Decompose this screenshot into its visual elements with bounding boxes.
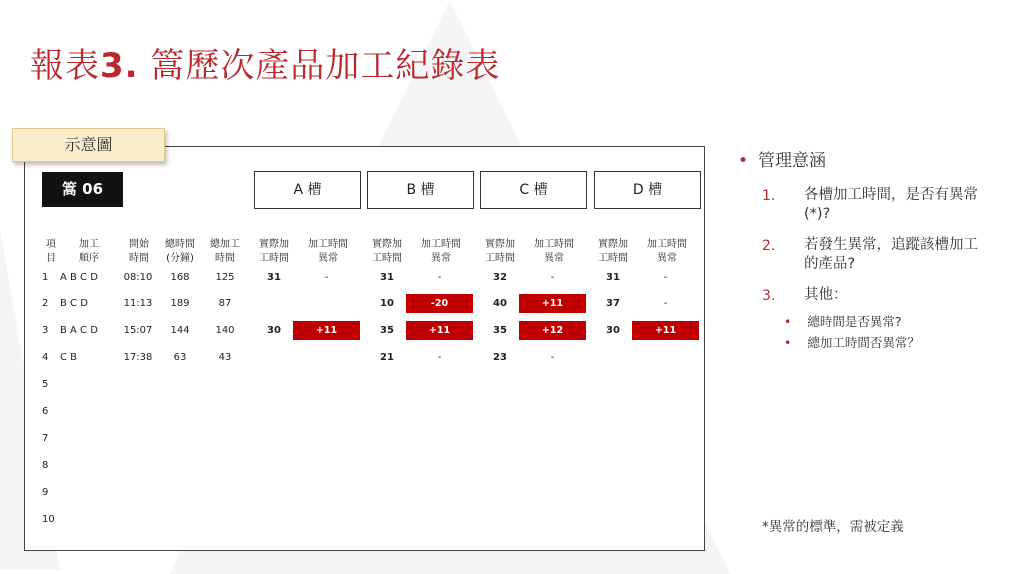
row-total-time: 168 xyxy=(170,272,190,283)
row-number: 6 xyxy=(42,406,49,417)
row-number: 4 xyxy=(42,352,49,363)
row-number: 5 xyxy=(42,379,49,390)
abnormal-value: - xyxy=(437,352,442,363)
actual-time-value: 37 xyxy=(606,298,620,309)
actual-time-value: 30 xyxy=(606,325,620,336)
note-subitem: • 總時間是否異常? xyxy=(784,314,902,329)
tank-a-header: A 槽 xyxy=(254,171,361,209)
col-header-proc: 總加工 時間 xyxy=(210,239,240,264)
col-header-seq: 加工 順序 xyxy=(79,239,99,264)
actual-time-value: 35 xyxy=(493,325,507,336)
row-sequence: B C D xyxy=(60,298,88,309)
col-header-abnormal: 加工時間 異常 xyxy=(647,239,687,264)
abnormal-badge: +11 xyxy=(519,294,586,313)
note-number: 1. xyxy=(762,188,776,204)
row-sequence: C B xyxy=(60,352,78,363)
actual-time-value: 40 xyxy=(493,298,507,309)
row-number: 2 xyxy=(42,298,49,309)
footnote: *異常的標準，需被定義 xyxy=(762,519,904,535)
row-start-time: 17:38 xyxy=(123,352,153,363)
abnormal-value: - xyxy=(550,272,555,283)
abnormal-badge: +11 xyxy=(406,321,473,340)
abnormal-value: - xyxy=(663,272,668,283)
row-total-time: 63 xyxy=(173,352,187,363)
row-number: 9 xyxy=(42,487,49,498)
row-total-time: 144 xyxy=(170,325,190,336)
note-text: 各槽加工時間，是否有異常(*)? xyxy=(804,187,978,222)
tank-d-header: D 槽 xyxy=(594,171,701,209)
actual-time-value: 31 xyxy=(380,272,394,283)
tank-b-header: B 槽 xyxy=(367,171,474,209)
actual-time-value: 10 xyxy=(380,298,394,309)
row-number: 10 xyxy=(42,514,55,525)
note-number: 3. xyxy=(762,288,776,304)
batch-label: 篙 06 xyxy=(42,172,123,207)
row-sequence: B A C D xyxy=(60,325,98,336)
actual-time-value: 35 xyxy=(380,325,394,336)
abnormal-badge: +12 xyxy=(519,321,586,340)
col-header-actual-time: 實際加 工時間 xyxy=(485,239,515,264)
row-proc-time: 87 xyxy=(218,298,232,309)
col-header-actual-time: 實際加 工時間 xyxy=(598,239,628,264)
actual-time-value: 32 xyxy=(493,272,507,283)
row-start-time: 08:10 xyxy=(123,272,153,283)
row-number: 1 xyxy=(42,272,49,283)
col-header-item: 項 目 xyxy=(46,239,56,264)
col-header-total: 總時間 (分鐘) xyxy=(165,239,195,264)
actual-time-value: 30 xyxy=(267,325,281,336)
actual-time-value: 23 xyxy=(493,352,507,363)
actual-time-value: 31 xyxy=(606,272,620,283)
abnormal-value: - xyxy=(324,272,329,283)
row-proc-time: 43 xyxy=(218,352,232,363)
tank-c-header: C 槽 xyxy=(480,171,587,209)
abnormal-badge: -20 xyxy=(406,294,473,313)
row-number: 3 xyxy=(42,325,49,336)
col-header-abnormal: 加工時間 異常 xyxy=(308,239,348,264)
row-start-time: 15:07 xyxy=(123,325,153,336)
actual-time-value: 21 xyxy=(380,352,394,363)
abnormal-value: - xyxy=(550,352,555,363)
row-number: 8 xyxy=(42,460,49,471)
diagram-label: 示意圖 xyxy=(12,128,165,162)
note-subitem: • 總加工時間否異常？ xyxy=(784,335,920,350)
note-text: 若發生異常，追蹤該槽加工的產品? xyxy=(804,237,978,272)
abnormal-badge: +11 xyxy=(293,321,360,340)
col-header-actual-time: 實際加 工時間 xyxy=(259,239,289,264)
row-start-time: 11:13 xyxy=(123,298,153,309)
note-text: 其他： xyxy=(804,287,848,303)
row-proc-time: 125 xyxy=(215,272,235,283)
notes-heading: • 管理意涵 xyxy=(738,151,827,171)
col-header-start: 開始 時間 xyxy=(129,239,149,264)
col-header-abnormal: 加工時間 異常 xyxy=(534,239,574,264)
abnormal-value: - xyxy=(437,272,442,283)
row-total-time: 189 xyxy=(170,298,190,309)
row-proc-time: 140 xyxy=(215,325,235,336)
col-header-actual-time: 實際加 工時間 xyxy=(372,239,402,264)
page-title: 報表3. 篙歷次產品加工紀錄表 xyxy=(30,46,501,86)
row-number: 7 xyxy=(42,433,49,444)
row-sequence: A B C D xyxy=(60,272,98,283)
actual-time-value: 31 xyxy=(267,272,281,283)
abnormal-badge: +11 xyxy=(632,321,699,340)
note-number: 2. xyxy=(762,238,776,254)
col-header-abnormal: 加工時間 異常 xyxy=(421,239,461,264)
abnormal-value: - xyxy=(663,298,668,309)
